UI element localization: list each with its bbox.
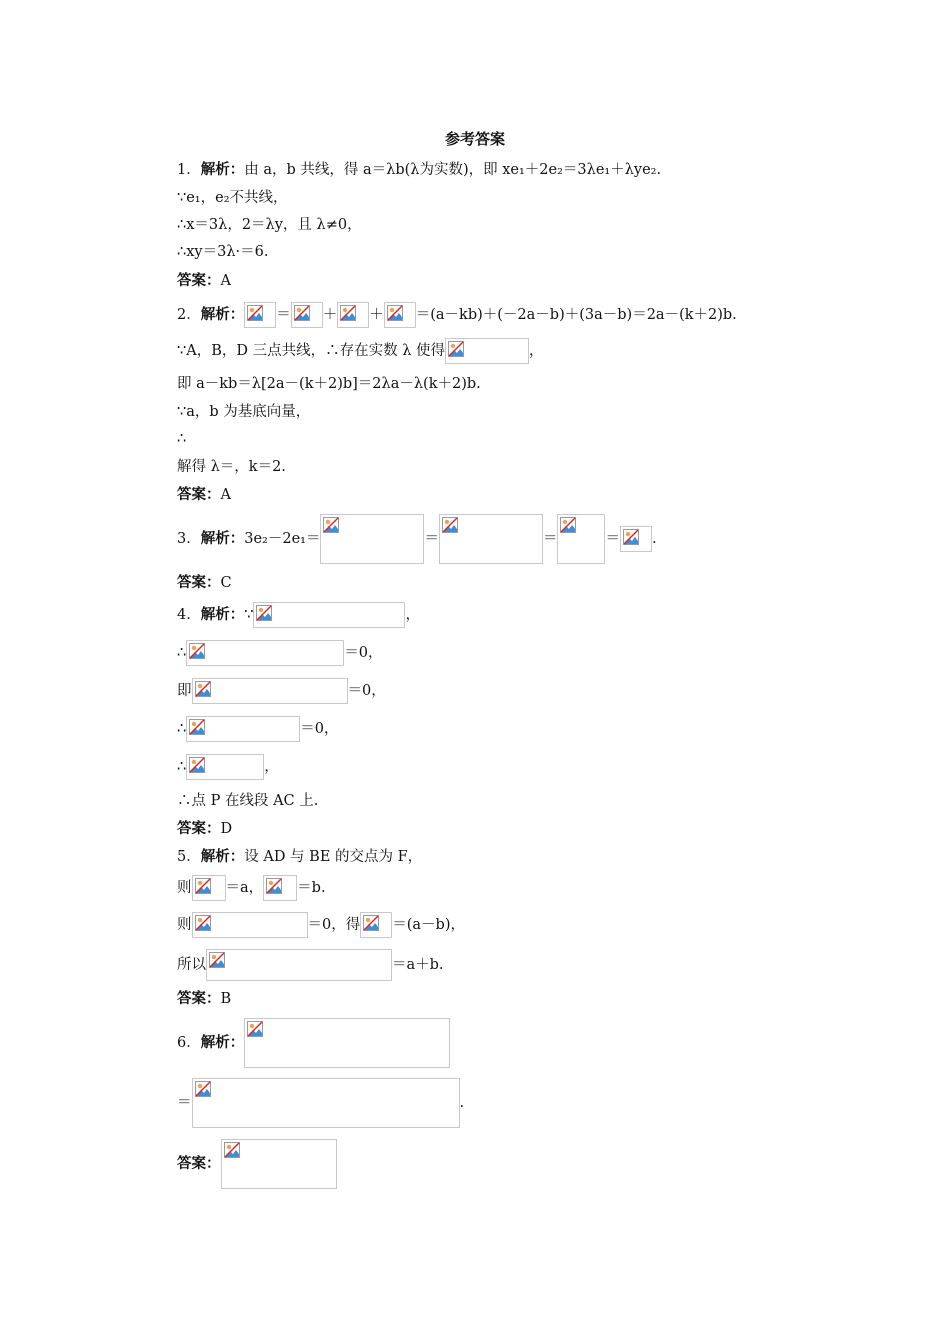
answer-label: 答案： [177,991,221,1007]
answer-text: 2． [177,307,201,323]
formula-image [337,302,369,328]
broken-image-icon [266,878,282,894]
answer-line [177,754,279,780]
answer-text: ∵a，b 为基底向量， [177,404,311,420]
answer-text: ∵A，B，D 三点共线，∴存在实数 λ 使得 [177,343,445,359]
answer-line [177,160,661,180]
formula-image [192,678,348,704]
formula-image [360,912,392,938]
formula-image [263,875,297,901]
answer-text: 5． [177,849,201,865]
broken-image-icon [323,517,339,533]
broken-image-icon [623,529,639,545]
broken-image-icon [294,305,310,321]
answer-text: ＝(a－kb)＋(－2a－b)＋(3a－b)＝2a－(k＋2)b. [415,307,737,323]
answer-text: ∴x＝3λ，2＝λy，且 λ≠0， [177,217,362,233]
answer-line [177,188,288,208]
answer-line [177,573,232,593]
broken-image-icon [195,1081,211,1097]
answer-line [177,338,544,364]
answer-label: 解析： [200,849,245,865]
answer-line [177,374,481,394]
answer-line [177,847,422,867]
broken-image-icon [209,952,225,968]
answer-text: 3e₂－2e₁＝ [244,531,321,547]
answer-text: ， [405,607,420,623]
answer-text: 3． [177,531,201,547]
answer-line [177,912,465,938]
answer-text: ＝0， [347,683,386,699]
answer-text: ∴ [177,759,187,775]
answer-text: ， [529,343,544,359]
answer-line [177,1139,337,1189]
answer-text: ∴ [177,721,187,737]
answer-label: 答案： [177,1156,221,1172]
answer-text: ， [264,759,279,775]
formula-image [253,602,405,628]
broken-image-icon [442,517,458,533]
answer-text: 则 [177,880,192,896]
formula-image [186,754,264,780]
page-title: 参考答案 [444,130,505,148]
answer-line [177,302,737,328]
answer-text: ＝0， [300,721,339,737]
answer-text: ∵e₁，e₂不共线， [177,190,288,206]
broken-image-icon [195,681,211,697]
answer-label: 答案： [177,273,221,289]
answer-line [177,429,186,449]
formula-image [291,302,323,328]
answer-text: ＝0，得 [307,917,361,933]
answer-text: 1． [177,162,201,178]
formula-image [384,302,416,328]
formula-image [192,912,308,938]
formula-image [192,1078,460,1128]
broken-image-icon [387,305,403,321]
answer-text: ∴xy＝3λ·＝6. [177,244,269,260]
answer-text: ＝a， [225,880,264,896]
answer-line [177,1078,464,1128]
answer-text: ＝ [542,531,558,547]
answer-text: ∵ [244,607,254,623]
answer-text: . [651,531,657,547]
answer-text: ∴点 P 在线段 AC 上. [177,793,319,809]
answer-text: 即 a－kb＝λ[2a－(k＋2)b]＝2λa－λ(k＋2)b. [177,376,481,392]
broken-image-icon [195,915,211,931]
answer-text: 设 AD 与 BE 的交点为 F， [244,849,423,865]
answer-text: ＋ [322,307,338,323]
answer-line [177,402,310,422]
answer-line [177,716,338,742]
broken-image-icon [224,1142,240,1158]
formula-image [186,640,344,666]
answer-text: 由 a，b 共线，得 a＝λb(λ为实数)，即 xe₁＋2e₂＝3λe₁＋λye₂. [244,162,662,178]
answer-line [177,514,657,564]
answer-text: ＝ [276,307,291,323]
broken-image-icon [247,305,263,321]
answer-line [177,215,362,235]
answer-line [177,485,231,505]
answer-text: 所以 [177,957,206,973]
answer-text: ＝b. [297,880,326,896]
answer-text: C [220,575,232,591]
answer-text: 4． [177,607,201,623]
formula-image [206,949,392,981]
broken-image-icon [256,605,272,621]
formula-image [186,716,300,742]
formula-image [620,526,652,552]
formula-image [439,514,543,564]
broken-image-icon [560,517,576,533]
formula-image [192,875,226,901]
answer-line [177,819,232,839]
answer-text: . [459,1095,465,1111]
answer-label: 解析： [200,162,245,178]
answer-line [177,242,268,262]
answer-text: ＝ [605,531,620,547]
answer-line [177,640,382,666]
answer-line [177,271,231,291]
answer-text: ＝ [424,531,439,547]
broken-image-icon [189,757,205,773]
broken-image-icon [189,719,205,735]
answer-line [177,791,318,811]
answer-text: ＝0， [344,645,383,661]
formula-image [320,514,424,564]
answer-label: 解析： [200,607,245,623]
answer-text: ＝a＋b. [392,957,444,973]
answer-text: B [220,991,232,1007]
answer-text: A [220,487,231,503]
answer-label: 答案： [177,821,221,837]
formula-image [244,1018,450,1068]
answer-text: ＝(a－b)， [392,917,465,933]
answer-label: 答案： [177,487,221,503]
answer-line [177,602,420,628]
answer-text: A [220,273,231,289]
broken-image-icon [195,878,211,894]
answer-text: 解得 λ＝，k＝2. [177,459,286,475]
answer-label: 解析： [200,531,245,547]
answer-text: D [220,821,233,837]
answer-label: 解析： [200,1035,245,1051]
formula-image [445,338,529,364]
answer-line [177,1018,450,1068]
answer-text: 则 [177,917,192,933]
answer-line [177,678,386,704]
broken-image-icon [363,915,379,931]
answer-label: 答案： [177,575,221,591]
answer-text: ∴ [177,645,187,661]
broken-image-icon [189,643,205,659]
answer-text: 即 [177,683,192,699]
answer-text: 6． [177,1035,201,1051]
formula-image [221,1139,337,1189]
formula-image [244,302,276,328]
broken-image-icon [448,341,464,357]
answer-text: ＝ [177,1095,192,1111]
answer-text: ∴ [177,431,187,447]
answer-line [177,457,286,477]
answer-line [177,989,231,1009]
answer-label: 解析： [200,307,245,323]
answer-line [177,949,444,981]
broken-image-icon [340,305,356,321]
broken-image-icon [247,1021,263,1037]
answer-line [177,875,326,901]
answer-text: ＋ [369,307,384,323]
formula-image [557,514,605,564]
